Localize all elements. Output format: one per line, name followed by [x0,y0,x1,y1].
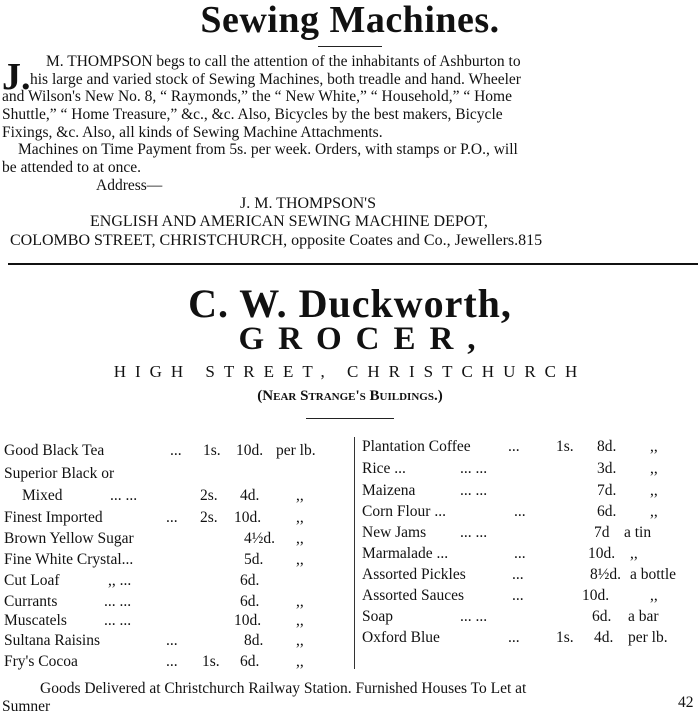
item-shillings: 1s. [203,442,221,459]
item-dots: ... [166,653,178,670]
item-unit: ,, [296,530,304,547]
item-name: Plantation Coffee [362,438,471,455]
item-pence: 6d. [240,572,260,589]
item-name: Soap [362,608,393,625]
sewing-line-6: Machines on Time Payment from 5s. per week. Orders, with stamps or P.O., will [18,141,518,158]
item-dots: ... [170,442,182,459]
sewing-title: Sewing Machines. [200,0,500,41]
item-name: Fry's Cocoa [4,653,78,670]
item-unit: ,, [296,653,304,670]
item-shillings: 2s. [200,509,218,526]
item-unit: per lb. [276,442,316,459]
item-dots: ... [166,509,178,526]
address-street-text: COLOMBO STREET, CHRISTCHURCH, opposite Coates and Co., Jewellers. [10,232,519,249]
item-pence: 7d [594,524,610,541]
item-unit: ,, [296,593,304,610]
address-label: Address— [96,177,163,194]
item-name: Assorted Pickles [362,566,466,583]
item-shillings: 2s. [200,487,218,504]
item-unit: ,, [650,460,658,477]
item-pence: 4½d. [244,530,275,547]
item-dots: ... [508,629,520,646]
item-unit: ,, [296,612,304,629]
item-name: Currants [4,593,58,610]
item-name: Corn Flour ... [362,503,446,520]
item-unit: per lb. [628,629,668,646]
drop-cap: J. [2,56,31,98]
item-pence: 5d. [244,551,264,568]
item-dots: ... ... [460,608,488,625]
item-pence: 10d. [234,612,262,629]
item-name: Brown Yellow Sugar [4,530,134,547]
item-unit: ,, [650,587,658,604]
item-name: Oxford Blue [362,629,440,646]
item-pence: 8d. [597,438,617,455]
section-rule [8,263,698,265]
item-name: Assorted Sauces [362,587,465,604]
column-divider [354,437,355,669]
item-name: Rice ... [362,460,406,477]
footer-line-2: Sumner [2,698,51,715]
item-dots: ,, ... [108,572,132,589]
item-unit: ,, [296,509,304,526]
item-unit: ,, [630,545,638,562]
item-name: Good Black Tea [4,442,105,459]
item-dots: ... [508,438,520,455]
footer-line-1: Goods Delivered at Christchurch Railway Station. Furnished Houses To Let at [40,680,527,697]
item-unit: a bar [628,608,659,625]
item-dots: ... ... [110,487,138,504]
item-name: Sultana Raisins [4,632,101,649]
title-rule [318,46,382,47]
item-unit: a bottle [630,566,677,583]
item-unit: a tin [624,524,652,541]
item-shillings: 1s. [202,653,220,670]
item-unit: ,, [650,438,658,455]
item-dots: ... [514,503,526,520]
address-name: J. M. THOMPSON'S [240,195,376,212]
item-dots: ... ... [460,460,488,477]
item-pence: 6d. [592,608,612,625]
item-pence: 10d. [582,587,610,604]
item-pence: 8½d. [590,566,621,583]
item-shillings: 1s. [556,629,574,646]
item-dots: ... [514,545,526,562]
item-dots: ... ... [460,524,488,541]
address-depot: ENGLISH AND AMERICAN SEWING MACHINE DEPOT, [90,213,488,230]
item-pence: 4d. [240,487,260,504]
item-shillings: 1s. [556,438,574,455]
item-unit: ,, [296,632,304,649]
item-dots: ... [166,632,178,649]
item-dots: ... [512,566,524,583]
item-name: Maizena [362,482,416,499]
item-pence: 10d. [236,442,264,459]
item-pence: 3d. [597,460,617,477]
sewing-line-4: Shuttle,” “ Home Treasure,” &c., &c. Also, Bicycles by the best makers, Bicycle [2,106,503,123]
item-name: Finest Imported [4,509,103,526]
sewing-line-1: M. THOMPSON begs to call the attention of the inhabitants of Ashburton to [46,53,521,70]
item-pence: 10d. [234,509,262,526]
item-name: Mixed [22,487,63,504]
item-pence: 7d. [597,482,617,499]
item-unit: ,, [650,503,658,520]
item-unit: ,, [296,487,304,504]
grocer-rule [306,418,394,419]
grocer-name: C. W. Duckworth, [188,281,512,326]
item-name: Superior Black or [4,465,115,482]
item-pence: 10d. [588,545,616,562]
item-pence: 6d. [240,593,260,610]
item-unit: ,, [296,551,304,568]
item-pence: 8d. [244,632,264,649]
item-name: Cut Loaf [4,572,60,589]
item-dots: ... ... [460,482,488,499]
address-street [10,232,542,250]
item-unit: ,, [650,482,658,499]
item-dots: ... ... [104,593,132,610]
item-pence: 6d. [240,653,260,670]
sewing-line-5: Fixings, &c. Also, all kinds of Sewing Machine Attachments. [2,124,383,141]
grocer-street: HIGH STREET, CHRISTCHURCH [113,362,587,381]
item-dots: ... [512,587,524,604]
item-dots: ... ... [104,612,132,629]
item-name: Marmalade ... [362,545,449,562]
item-name: Muscatels [4,612,67,629]
item-name: Fine White Crystal... [4,551,134,568]
item-pence: 4d. [594,629,614,646]
sewing-line-2: his large and varied stock of Sewing Machines, both treadle and hand. Wheeler [30,71,521,88]
sewing-line-7: be attended to at once. [2,159,142,176]
item-pence: 6d. [597,503,617,520]
address-number: 815 [518,232,543,249]
footer-number: 42 [678,694,694,711]
sewing-line-3: and Wilson's New No. 8, “ Raymonds,” the “ New White,” “ Household,” “ Home [2,88,512,105]
grocer-trade: GROCER, [238,321,490,357]
item-name: New Jams [362,524,427,541]
grocer-near: (Near Strange's Buildings.) [257,388,443,404]
